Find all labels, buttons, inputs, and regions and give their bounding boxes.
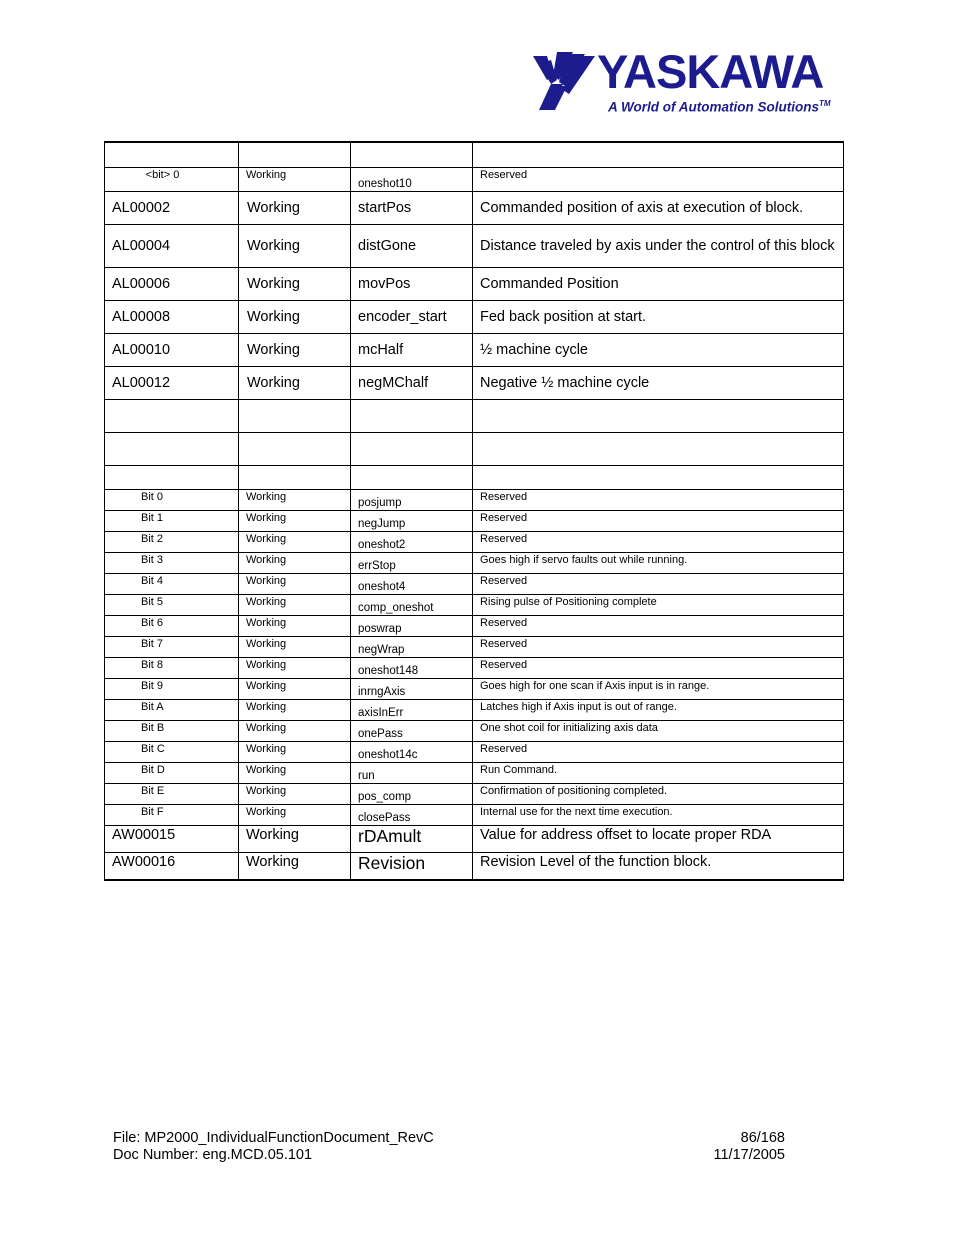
header-cell bbox=[473, 142, 844, 168]
name-cell: oneshot2 bbox=[351, 532, 473, 553]
description-cell: Confirmation of positioning completed. bbox=[473, 784, 844, 805]
name-cell: axisInErr bbox=[351, 700, 473, 721]
table-row-bit bbox=[105, 679, 844, 700]
name-cell: onePass bbox=[351, 721, 473, 742]
address-cell: AL00010 bbox=[105, 334, 239, 367]
description-cell: Revision Level of the function block. bbox=[473, 853, 844, 881]
name-cell: distGone bbox=[351, 225, 473, 268]
table-row-bit bbox=[105, 700, 844, 721]
name-cell: Revision bbox=[351, 853, 473, 881]
name-cell: errStop bbox=[351, 553, 473, 574]
name-cell: negMChalf bbox=[351, 367, 473, 400]
name-cell: oneshot10 bbox=[351, 168, 473, 192]
address-cell: Bit C bbox=[105, 742, 239, 763]
name-cell: poswrap bbox=[351, 616, 473, 637]
type-cell: Working bbox=[239, 168, 351, 192]
table-row-bit bbox=[105, 490, 844, 511]
description-cell: Distance traveled by axis under the control of this block bbox=[473, 225, 844, 268]
name-cell: movPos bbox=[351, 268, 473, 301]
table-row-bit bbox=[105, 805, 844, 826]
type-cell: Working bbox=[239, 367, 351, 400]
address-cell: Bit 7 bbox=[105, 637, 239, 658]
description-cell: Negative ½ machine cycle bbox=[473, 367, 844, 400]
description-cell: Reserved bbox=[473, 532, 844, 553]
description-cell: Reserved bbox=[473, 574, 844, 595]
io-definition-table bbox=[104, 141, 844, 881]
name-cell: pos_comp bbox=[351, 784, 473, 805]
table-row-bit bbox=[105, 763, 844, 784]
table-row bbox=[105, 192, 844, 225]
type-cell: Working bbox=[239, 595, 351, 616]
footer-left bbox=[113, 1130, 434, 1164]
footer-page-number: 86/168 bbox=[740, 1130, 785, 1146]
type-cell: Working bbox=[239, 658, 351, 679]
address-cell: Bit 9 bbox=[105, 679, 239, 700]
description-cell: Latches high if Axis input is out of range. bbox=[473, 700, 844, 721]
description-cell: Reserved bbox=[473, 168, 844, 192]
type-cell: Working bbox=[239, 532, 351, 553]
table-body bbox=[105, 142, 844, 880]
table-row-bit0 bbox=[105, 168, 844, 192]
footer-doc-number: Doc Number: eng.MCD.05.101 bbox=[113, 1147, 313, 1163]
logo-tagline: A World of Automation Solutions™ bbox=[608, 99, 831, 115]
type-cell: Working bbox=[239, 721, 351, 742]
table-row bbox=[105, 367, 844, 400]
address-cell: Bit E bbox=[105, 784, 239, 805]
footer-date: 11/17/2005 bbox=[713, 1147, 785, 1163]
description-cell: Value for address offset to locate proper RDA bbox=[473, 826, 844, 853]
address-cell: Bit 2 bbox=[105, 532, 239, 553]
description-cell: Commanded position of axis at execution of block. bbox=[473, 192, 844, 225]
header-cell bbox=[239, 142, 351, 168]
table-row-bit bbox=[105, 658, 844, 679]
address-cell: Bit 0 bbox=[105, 490, 239, 511]
type-cell: Working bbox=[239, 574, 351, 595]
table-row-bit bbox=[105, 616, 844, 637]
type-cell: Working bbox=[239, 268, 351, 301]
table-header-row bbox=[105, 142, 844, 168]
address-cell: AL00012 bbox=[105, 367, 239, 400]
type-cell: Working bbox=[239, 700, 351, 721]
table-row-bit bbox=[105, 553, 844, 574]
address-cell: AL00006 bbox=[105, 268, 239, 301]
address-cell: Bit 1 bbox=[105, 511, 239, 532]
address-cell: Bit F bbox=[105, 805, 239, 826]
description-cell: Reserved bbox=[473, 658, 844, 679]
empty-row bbox=[105, 466, 844, 490]
name-cell: closePass bbox=[351, 805, 473, 826]
logo-trademark: TM bbox=[818, 99, 831, 108]
table-row-bit bbox=[105, 721, 844, 742]
description-cell: Goes high for one scan if Axis input is in range. bbox=[473, 679, 844, 700]
type-cell: Working bbox=[239, 553, 351, 574]
description-cell: One shot coil for initializing axis data bbox=[473, 721, 844, 742]
description-cell: Reserved bbox=[473, 616, 844, 637]
logo-wordmark: YASKAWA bbox=[597, 45, 824, 98]
type-cell: Working bbox=[239, 616, 351, 637]
address-cell: <bit> 0 bbox=[105, 168, 239, 192]
type-cell: Working bbox=[239, 334, 351, 367]
footer-right bbox=[714, 1130, 786, 1164]
address-cell: Bit 4 bbox=[105, 574, 239, 595]
table-row-bit bbox=[105, 784, 844, 805]
type-cell: Working bbox=[239, 490, 351, 511]
table-row bbox=[105, 225, 844, 268]
name-cell: rDAmult bbox=[351, 826, 473, 853]
type-cell: Working bbox=[239, 511, 351, 532]
table-row-bit bbox=[105, 742, 844, 763]
address-cell: Bit 5 bbox=[105, 595, 239, 616]
type-cell: Working bbox=[239, 225, 351, 268]
description-cell: Fed back position at start. bbox=[473, 301, 844, 334]
table-row bbox=[105, 853, 844, 881]
table-row-bit bbox=[105, 574, 844, 595]
name-cell: encoder_start bbox=[351, 301, 473, 334]
name-cell: run bbox=[351, 763, 473, 784]
table-row-bit bbox=[105, 637, 844, 658]
description-cell: Reserved bbox=[473, 637, 844, 658]
type-cell: Working bbox=[239, 679, 351, 700]
table-row bbox=[105, 826, 844, 853]
address-cell: AL00004 bbox=[105, 225, 239, 268]
table-row-bit bbox=[105, 532, 844, 553]
address-cell: AL00002 bbox=[105, 192, 239, 225]
name-cell: negWrap bbox=[351, 637, 473, 658]
description-cell: Run Command. bbox=[473, 763, 844, 784]
footer-file: File: MP2000_IndividualFunctionDocument_RevC bbox=[113, 1130, 434, 1146]
address-cell: Bit 3 bbox=[105, 553, 239, 574]
table-row-bit bbox=[105, 511, 844, 532]
type-cell: Working bbox=[239, 192, 351, 225]
description-cell: Reserved bbox=[473, 490, 844, 511]
header-cell bbox=[351, 142, 473, 168]
description-cell: Reserved bbox=[473, 511, 844, 532]
name-cell: comp_oneshot bbox=[351, 595, 473, 616]
type-cell: Working bbox=[239, 301, 351, 334]
type-cell: Working bbox=[239, 853, 351, 881]
type-cell: Working bbox=[239, 742, 351, 763]
type-cell: Working bbox=[239, 784, 351, 805]
empty-row bbox=[105, 433, 844, 466]
type-cell: Working bbox=[239, 637, 351, 658]
address-cell: Bit 6 bbox=[105, 616, 239, 637]
address-cell: AL00008 bbox=[105, 301, 239, 334]
name-cell: inrngAxis bbox=[351, 679, 473, 700]
type-cell: Working bbox=[239, 805, 351, 826]
name-cell: oneshot14c bbox=[351, 742, 473, 763]
table-row bbox=[105, 334, 844, 367]
table-row-bit bbox=[105, 595, 844, 616]
name-cell: posjump bbox=[351, 490, 473, 511]
type-cell: Working bbox=[239, 826, 351, 853]
address-cell: Bit D bbox=[105, 763, 239, 784]
empty-row bbox=[105, 400, 844, 433]
description-cell: Rising pulse of Positioning complete bbox=[473, 595, 844, 616]
address-cell: AW00015 bbox=[105, 826, 239, 853]
description-cell: Commanded Position bbox=[473, 268, 844, 301]
address-cell: Bit A bbox=[105, 700, 239, 721]
description-cell: Internal use for the next time execution. bbox=[473, 805, 844, 826]
description-cell: Goes high if servo faults out while running. bbox=[473, 553, 844, 574]
name-cell: mcHalf bbox=[351, 334, 473, 367]
yaskawa-logo-mark-icon bbox=[533, 50, 599, 112]
header-cell bbox=[105, 142, 239, 168]
description-cell: ½ machine cycle bbox=[473, 334, 844, 367]
type-cell: Working bbox=[239, 763, 351, 784]
name-cell: oneshot148 bbox=[351, 658, 473, 679]
name-cell: oneshot4 bbox=[351, 574, 473, 595]
table-row bbox=[105, 301, 844, 334]
address-cell: Bit B bbox=[105, 721, 239, 742]
yaskawa-logo bbox=[533, 45, 831, 116]
description-cell: Reserved bbox=[473, 742, 844, 763]
table-row bbox=[105, 268, 844, 301]
address-cell: Bit 8 bbox=[105, 658, 239, 679]
name-cell: startPos bbox=[351, 192, 473, 225]
address-cell: AW00016 bbox=[105, 853, 239, 881]
name-cell: negJump bbox=[351, 511, 473, 532]
